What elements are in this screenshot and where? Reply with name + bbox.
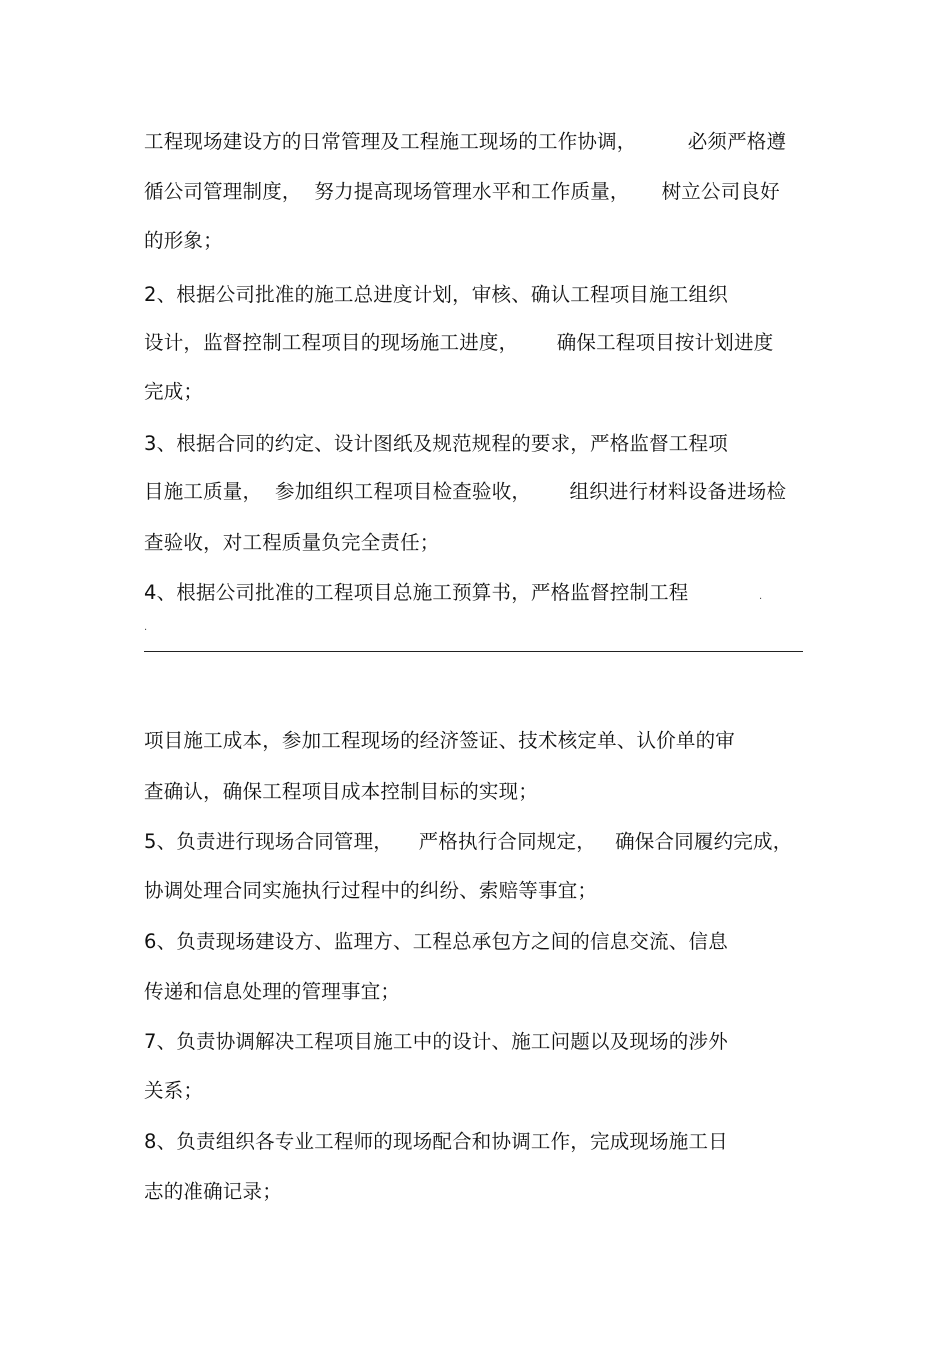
text-line: 的形象； (144, 229, 223, 252)
right-dot-mark: . (759, 591, 763, 602)
text-line: 协调处理合同实施执行过程中的纠纷、索赔等事宜； (144, 879, 598, 902)
text-line: 目施工质量， 参加组织工程项目检查验收， 组织进行材料设备进场检 (144, 480, 787, 503)
text-line: 3、根据合同的约定、设计图纸及规范规程的要求，严格监督工程项 (144, 432, 728, 455)
text-line: 8、负责组织各专业工程师的现场配合和协调工作，完成现场施工日 (144, 1130, 728, 1153)
text-line: 2、根据公司批准的施工总进度计划，审核、确认工程项目施工组织 (144, 283, 728, 306)
text-line: 7、负责协调解决工程项目施工中的设计、施工问题以及现场的涉外 (144, 1030, 728, 1053)
text-line: 传递和信息处理的管理事宜； (144, 980, 401, 1003)
text-line: 4、根据公司批准的工程项目总施工预算书，严格监督控制工程 (144, 581, 689, 604)
text-line: 查确认，确保工程项目成本控制目标的实现； (144, 780, 539, 803)
text-line: 关系； (144, 1079, 204, 1102)
text-line: 工程现场建设方的日常管理及工程施工现场的工作协调， 必须严格遵 (144, 130, 787, 153)
page-divider (144, 651, 803, 652)
text-line: 查验收，对工程质量负完全责任； (144, 531, 440, 554)
text-line: 循公司管理制度， 努力提高现场管理水平和工作质量， 树立公司良好 (144, 180, 780, 203)
left-dot-mark: . (144, 622, 148, 633)
text-line: 5、负责进行现场合同管理， 严格执行合同规定， 确保合同履约完成， (144, 830, 793, 853)
text-line: 志的准确记录； (144, 1180, 282, 1203)
text-line: 设计，监督控制工程项目的现场施工进度， 确保工程项目按计划进度 (144, 331, 774, 354)
text-line: 项目施工成本，参加工程现场的经济签证、技术核定单、认价单的审 (144, 729, 736, 752)
text-line: 完成； (144, 380, 204, 403)
text-line: 6、负责现场建设方、监理方、工程总承包方之间的信息交流、信息 (144, 930, 728, 953)
